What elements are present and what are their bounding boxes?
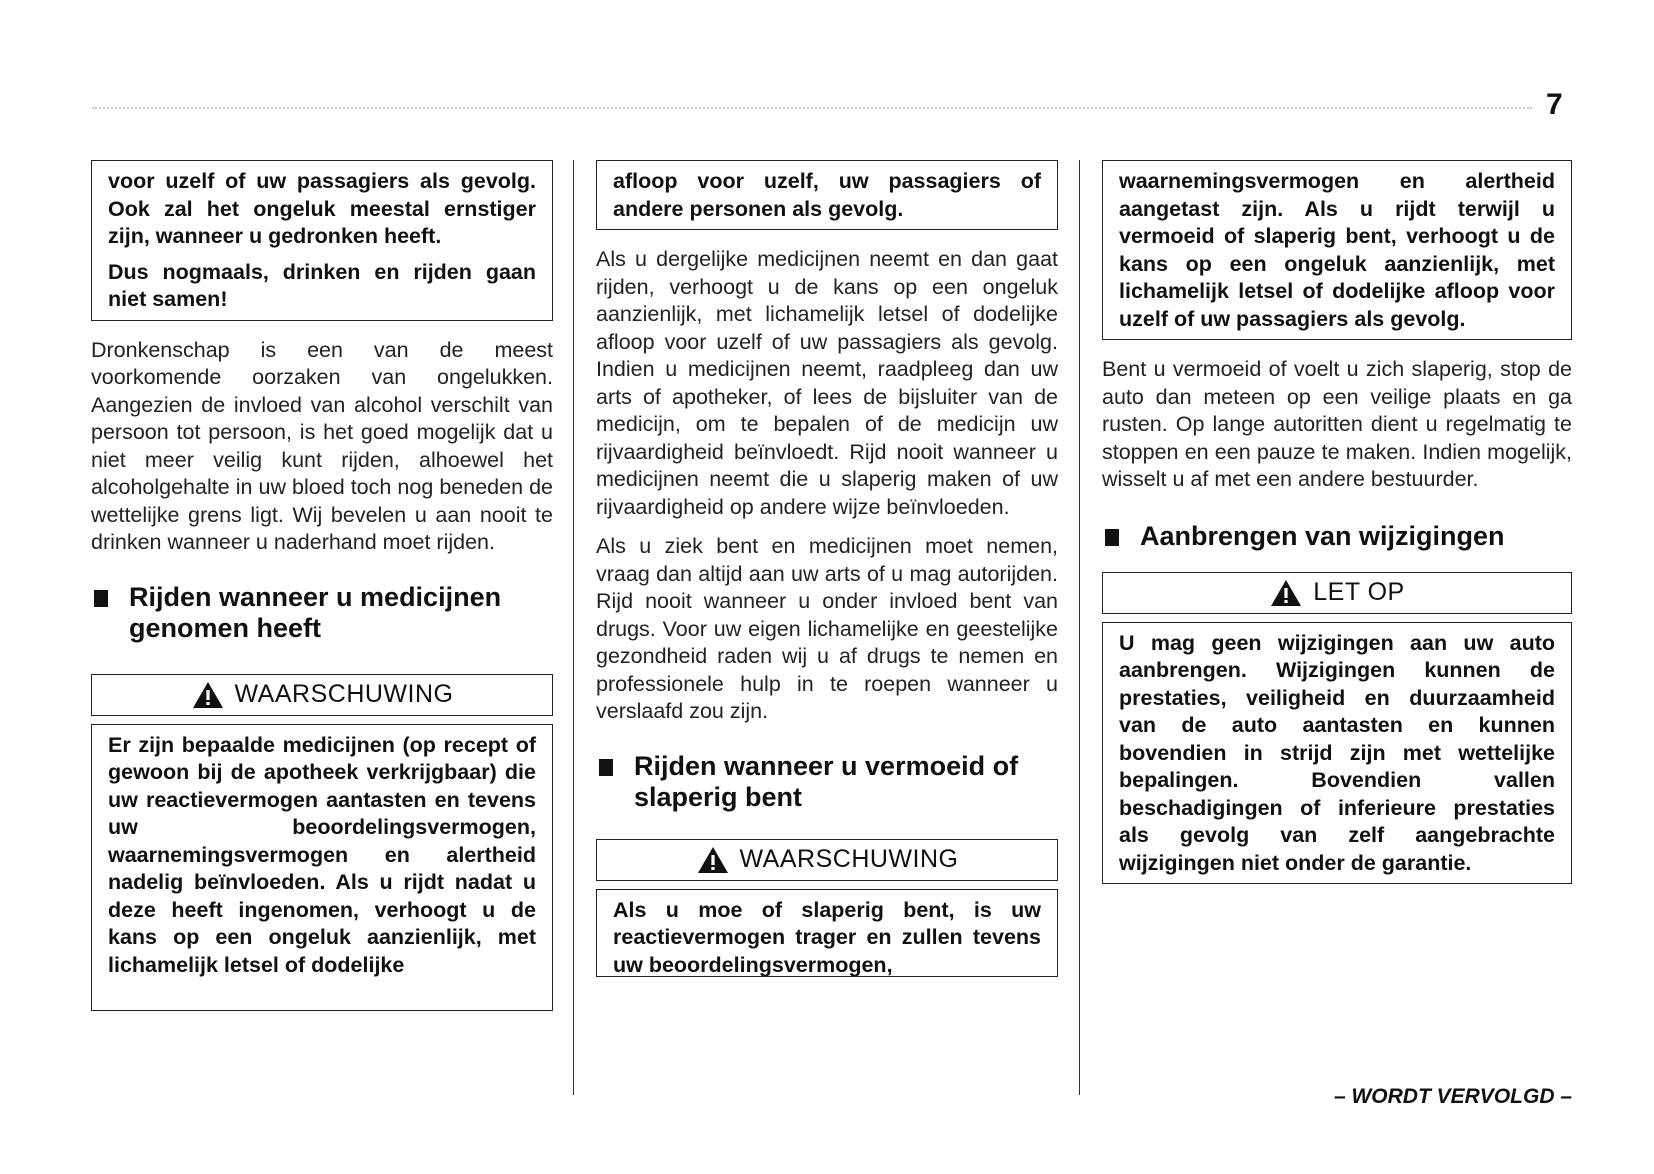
warning-label: WAARSCHUWING <box>234 680 454 708</box>
paragraph: Dronkenschap is een van de meest voorkomende oorzaken van ongelukken. Aangezien de invloed van alcohol verschilt van persoon tot persoon, is het goed mogelijk dat u niet meer veilig kunt rijden, alhoewel het alcoholgehalte in uw bloed toch nog beneden de wettelijke grens ligt. Wij bevelen u aan nooit te drinken wanneer u naderhand moet rijden. <box>91 337 553 554</box>
caution-box <box>1102 622 1572 885</box>
warning-box <box>91 724 553 1011</box>
warning-label: WAARSCHUWING <box>739 845 959 873</box>
warning-continuation-text: afloop voor uzelf, uw passagiers of andere personen als gevolg. <box>613 169 1041 221</box>
header-rule <box>92 107 1532 109</box>
warning-continuation-box <box>91 160 553 321</box>
warning-triangle-icon <box>1269 578 1303 608</box>
bullet-square-icon <box>599 759 613 776</box>
warning-continuation-box <box>1102 160 1572 340</box>
warning-text: Als u moe of slaperig bent, is uw reactievermogen trager en zullen tevens uw beoordelingsvermogen, <box>613 897 1041 977</box>
warning-box <box>596 889 1058 977</box>
caution-header <box>1102 572 1572 614</box>
caution-text: U mag geen wijzigingen aan uw auto aanbrengen. Wijzigingen kunnen de prestaties, veiligheid en duurzaamheid van de auto aantasten en kunnen bovendien in strijd zijn met wettelijke bepalingen. Bovendien vallen beschadigingen of inferieure prestaties als gevolg van zelf aangebrachte wijzigingen niet onder de garantie. <box>1119 630 1555 875</box>
warning-continuation-text: voor uzelf of uw passagiers als gevolg. Ook zal het ongeluk meestal ernstiger zijn, wanneer u gedronken heeft. <box>108 169 536 248</box>
warning-continuation-emphasis: Dus nogmaals, drinken en rijden gaan niet samen! <box>108 259 536 311</box>
paragraph: Als u ziek bent en medicijnen moet nemen, vraag dan altijd aan uw arts of u mag autorijden. Rijd nooit wanneer u onder invloed bent van drugs. Voor uw eigen lichamelijke en geestelijke gezondheid raden wij u af drugs te nemen en professionele hulp in te roepen wanneer u verslaafd zou zijn. <box>596 534 1058 723</box>
section-heading <box>596 751 1058 813</box>
section-heading-text: Rijden wanneer u vermoeid of slaperig bent <box>634 750 1019 812</box>
warning-triangle-icon <box>191 680 225 710</box>
section-heading <box>91 582 553 644</box>
bullet-square-icon <box>1105 529 1119 546</box>
section-heading-text: Rijden wanneer u medicijnen genomen heeft <box>129 581 502 643</box>
bullet-square-icon <box>94 590 108 607</box>
column-divider <box>573 160 574 1095</box>
warning-text: Er zijn bepaalde medicijnen (op recept of gewoon bij de apotheek verkrijgbaar) die uw reactievermogen aantasten en tevens uw beoordelingsvermogen, waarnemingsvermogen en alertheid nadelig beïnvloeden. Als u rijdt nadat u deze heeft ingenomen, verhoogt u de kans op een ongeluk aanzienlijk, met lichamelijk letsel of dodelijke <box>108 732 536 977</box>
paragraph: Als u dergelijke medicijnen neemt en dan gaat rijden, verhoogt u de kans op een ongeluk aanzienlijk, met lichamelijk letsel of dodelijke afloop voor uzelf of uw passagiers als gevolg. Indien u medicijnen neemt, raadpleeg dan uw arts of apotheker, of lees de bijsluiter van de medicijn, om te bepalen of de medicijn uw rijvaardigheid beïnvloedt. Rijd nooit wanneer u medicijnen neemt die u slaperig maken of uw rijvaardigheid op andere wijze beïnvloeden. <box>596 247 1058 519</box>
warning-header <box>596 839 1058 881</box>
column-divider <box>1079 160 1080 1095</box>
caution-label: LET OP <box>1313 578 1405 606</box>
body-text <box>1102 356 1572 494</box>
column-2 <box>596 160 1058 977</box>
warning-continuation-text: waarnemingsvermogen en alertheid aangetast zijn. Als u rijdt terwijl u vermoeid of slaperig bent, verhoogt u de kans op een ongeluk aanzienlijk, met lichamelijk letsel of dodelijke afloop voor uzelf of uw passagiers als gevolg. <box>1119 169 1555 331</box>
section-heading-text: Aanbrengen van wijzigingen <box>1140 520 1505 551</box>
section-heading <box>1102 521 1572 552</box>
warning-triangle-icon <box>696 845 730 875</box>
continued-footer: – WORDT VERVOLGD – <box>1333 1085 1572 1108</box>
warning-header <box>91 674 553 716</box>
body-text <box>91 337 553 557</box>
column-3 <box>1102 160 1572 884</box>
page-number: 7 <box>1546 88 1563 121</box>
column-1 <box>91 160 553 1011</box>
body-text <box>596 246 1058 726</box>
warning-continuation-box <box>596 160 1058 230</box>
paragraph: Bent u vermoeid of voelt u zich slaperig, stop de auto dan meteen op een veilige plaats en ga rusten. Op lange autoritten dient u regelmatig te stoppen en een pauze te maken. Indien mogelijk, wisselt u af met een andere bestuurder. <box>1102 357 1572 491</box>
